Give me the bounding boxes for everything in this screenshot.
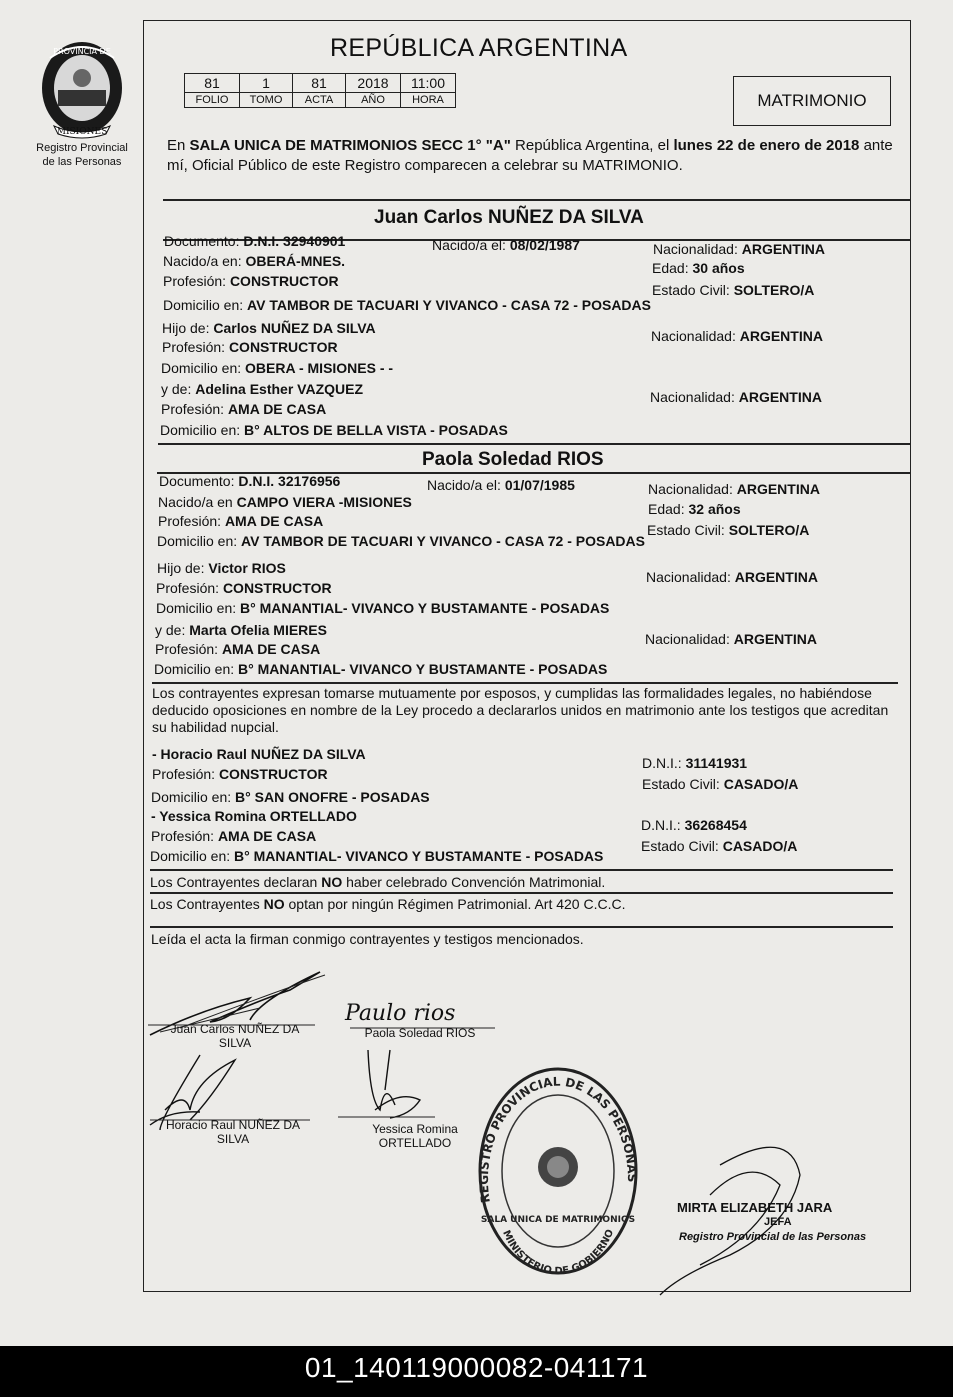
divider [150, 869, 893, 871]
spouse1-age: Edad: 30 años [652, 260, 745, 276]
acta-label: ACTA [293, 93, 346, 108]
spouse2-father-profession: Profesión: CONSTRUCTOR [156, 580, 332, 596]
official-name: MIRTA ELIZABETH JARA [677, 1200, 833, 1215]
clause-regime: Los Contrayentes NO optan por ningún Régimen Patrimonial. Art 420 C.C.C. [150, 896, 626, 912]
sig-spouse2-label: Paola Soledad RIOS [364, 1026, 476, 1040]
divider [150, 892, 893, 894]
divider [150, 926, 893, 928]
stamp-inner-text: SALA UNICA DE MATRIMONIOS [480, 1215, 636, 1225]
spouse2-civil-status: Estado Civil: SOLTERO/A [647, 522, 810, 538]
closing-statement: Leída el acta la firman conmigo contrayentes y testigos mencionados. [151, 931, 584, 947]
spouse2-name: Paola Soledad RIOS [422, 449, 604, 470]
spouse1-nationality: Nacionalidad: ARGENTINA [653, 241, 825, 257]
witness2-profession: Profesión: AMA DE CASA [151, 828, 317, 844]
spouse2-age: Edad: 32 años [648, 501, 741, 517]
spouse1-birthplace: Nacido/a en: OBERÁ-MNES. [163, 253, 346, 269]
witness1-address: Domicilio en: B° SAN ONOFRE - POSADAS [151, 789, 430, 805]
witness1-civil-status: Estado Civil: CASADO/A [642, 776, 799, 792]
registry-logo [22, 38, 142, 168]
official-signature-drawing [640, 1135, 833, 1305]
acta-value: 81 [293, 74, 346, 93]
clause-convention: Los Contrayentes declaran NO haber celebrado Convención Matrimonial. [150, 874, 606, 890]
spouse2-mother-address: Domicilio en: B° MANANTIAL- VIVANCO Y BUSTAMANTE - POSADAS [154, 661, 608, 677]
witness2-civil-status: Estado Civil: CASADO/A [641, 838, 798, 854]
spouse2-mother-nationality: Nacionalidad: ARGENTINA [645, 631, 817, 647]
witness1-dni: D.N.I.: 31141931 [642, 755, 748, 771]
witness1-name: - Horacio Raul NUÑEZ DA SILVA [152, 746, 366, 762]
divider [152, 682, 898, 684]
spouse1-born: Nacido/a el: 08/02/1987 [432, 237, 580, 253]
intro-office: SALA UNICA DE MATRIMONIOS SECC 1° "A" [189, 137, 511, 154]
spouse2-address: Domicilio en: AV TAMBOR DE TACUARI Y VIVANCO - CASA 72 - POSADAS [157, 533, 645, 549]
spouse1-name: Juan Carlos NUÑEZ DA SILVA [374, 207, 644, 228]
logo-caption-2: de las Personas [42, 156, 122, 168]
intro-paragraph: En SALA UNICA DE MATRIMONIOS SECC 1° "A" República Argentina, el lunes 22 de enero de 2018 ante mí, Oficial Público de este Registro comparecen a celebrar su MATRIMONIO. [167, 137, 893, 174]
sig-spouse1-label: Juan Carlos NUÑEZ DA SILVA [170, 1022, 300, 1050]
spouse2-nationality: Nacionalidad: ARGENTINA [648, 481, 820, 497]
spouse1-mother-nationality: Nacionalidad: ARGENTINA [650, 389, 822, 405]
stamp-bottom-text: MINISTERIO DE GOBIERNO [500, 1227, 617, 1278]
spouse1-father: Hijo de: Carlos NUÑEZ DA SILVA [162, 320, 376, 336]
witness2-dni: D.N.I.: 36268454 [641, 817, 747, 833]
sig-witness1-label: Horacio Raul NUÑEZ DA SILVA [165, 1118, 301, 1146]
witness2-address: Domicilio en: B° MANANTIAL- VIVANCO Y BUSTAMANTE - POSADAS [150, 848, 604, 864]
sig-witness2-label: Yessica Romina ORTELLADO [372, 1122, 458, 1150]
spouse2-profession: Profesión: AMA DE CASA [158, 513, 324, 529]
paola-handwritten-signature: Paulo rios [345, 1001, 456, 1026]
declaration-paragraph: Los contrayentes expresan tomarse mutuamente por esposos, y cumplidas las formalidades legales, no habiéndose deducido oposiciones en nombre de la Ley procedo a declararlos unidos en matrimonio ante los testigos que acreditan su habilidad nupcial. [152, 685, 889, 735]
witness2-name: - Yessica Romina ORTELLADO [151, 808, 357, 824]
spouse1-civil-status: Estado Civil: SOLTERO/A [652, 282, 815, 298]
official-role: JEFA [764, 1216, 792, 1228]
tomo-label: TOMO [240, 93, 293, 108]
divider [163, 199, 911, 201]
spouse2-father-nationality: Nacionalidad: ARGENTINA [646, 569, 818, 585]
spouse2-father-address: Domicilio en: B° MANANTIAL- VIVANCO Y BUSTAMANTE - POSADAS [156, 600, 610, 616]
intro-date: lunes 22 de enero de 2018 [673, 137, 860, 154]
spouse2-mother: y de: Marta Ofelia MIERES [155, 622, 327, 638]
spouse1-mother-address: Domicilio en: B° ALTOS DE BELLA VISTA - POSADAS [160, 422, 508, 438]
folio-value: 81 [185, 74, 240, 93]
record-category: MATRIMONIO [733, 76, 891, 126]
folio-label: FOLIO [185, 93, 240, 108]
hora-label: HORA [401, 93, 456, 108]
spouse2-doc: Documento: D.N.I. 32176956 [159, 473, 341, 489]
page-title: REPÚBLICA ARGENTINA [330, 34, 628, 62]
official-seal-stamp [473, 1062, 643, 1280]
spouse2-mother-profession: Profesión: AMA DE CASA [155, 641, 321, 657]
spouse1-address: Domicilio en: AV TAMBOR DE TACUARI Y VIVANCO - CASA 72 - POSADAS [163, 297, 651, 313]
spouse1-mother: y de: Adelina Esther VAZQUEZ [161, 381, 364, 397]
spouse1-father-profession: Profesión: CONSTRUCTOR [162, 339, 338, 355]
svg-text:MINISTERIO DE GOBIERNO [500, 1228, 616, 1277]
logo-ring-top: PROVINCIA DE [53, 47, 111, 56]
logo-caption-1: Registro Provincial [36, 142, 128, 154]
spouse1-mother-profession: Profesión: AMA DE CASA [161, 401, 327, 417]
official-office: Registro Provincial de las Personas [679, 1231, 867, 1243]
spouse2-birthplace: Nacido/a en CAMPO VIERA -MISIONES [158, 494, 412, 510]
tomo-value: 1 [240, 74, 293, 93]
spouse1-profession: Profesión: CONSTRUCTOR [163, 273, 339, 289]
stamp-outer-text: REGISTRO PROVINCIAL DE LAS PERSONAS [476, 1074, 640, 1204]
hora-value: 11:00 [401, 74, 456, 93]
spouse2-father: Hijo de: Victor RIOS [157, 560, 286, 576]
spouse1-doc: Documento: D.N.I. 32940901 [164, 233, 346, 249]
spouse1-father-address: Domicilio en: OBERA - MISIONES - - [161, 360, 394, 376]
spouse2-born: Nacido/a el: 01/07/1985 [427, 477, 575, 493]
misiones-coat-of-arms-icon [36, 38, 128, 140]
record-meta-table [184, 73, 456, 108]
logo-ring-bottom: MISIONES [56, 127, 108, 137]
spouse1-father-nationality: Nacionalidad: ARGENTINA [651, 328, 823, 344]
document-code-footer: 01_140119000082-041171 [0, 1346, 953, 1397]
witness1-profession: Profesión: CONSTRUCTOR [152, 766, 328, 782]
ano-value: 2018 [346, 74, 401, 93]
divider [158, 443, 910, 445]
ano-label: AÑO [346, 93, 401, 108]
